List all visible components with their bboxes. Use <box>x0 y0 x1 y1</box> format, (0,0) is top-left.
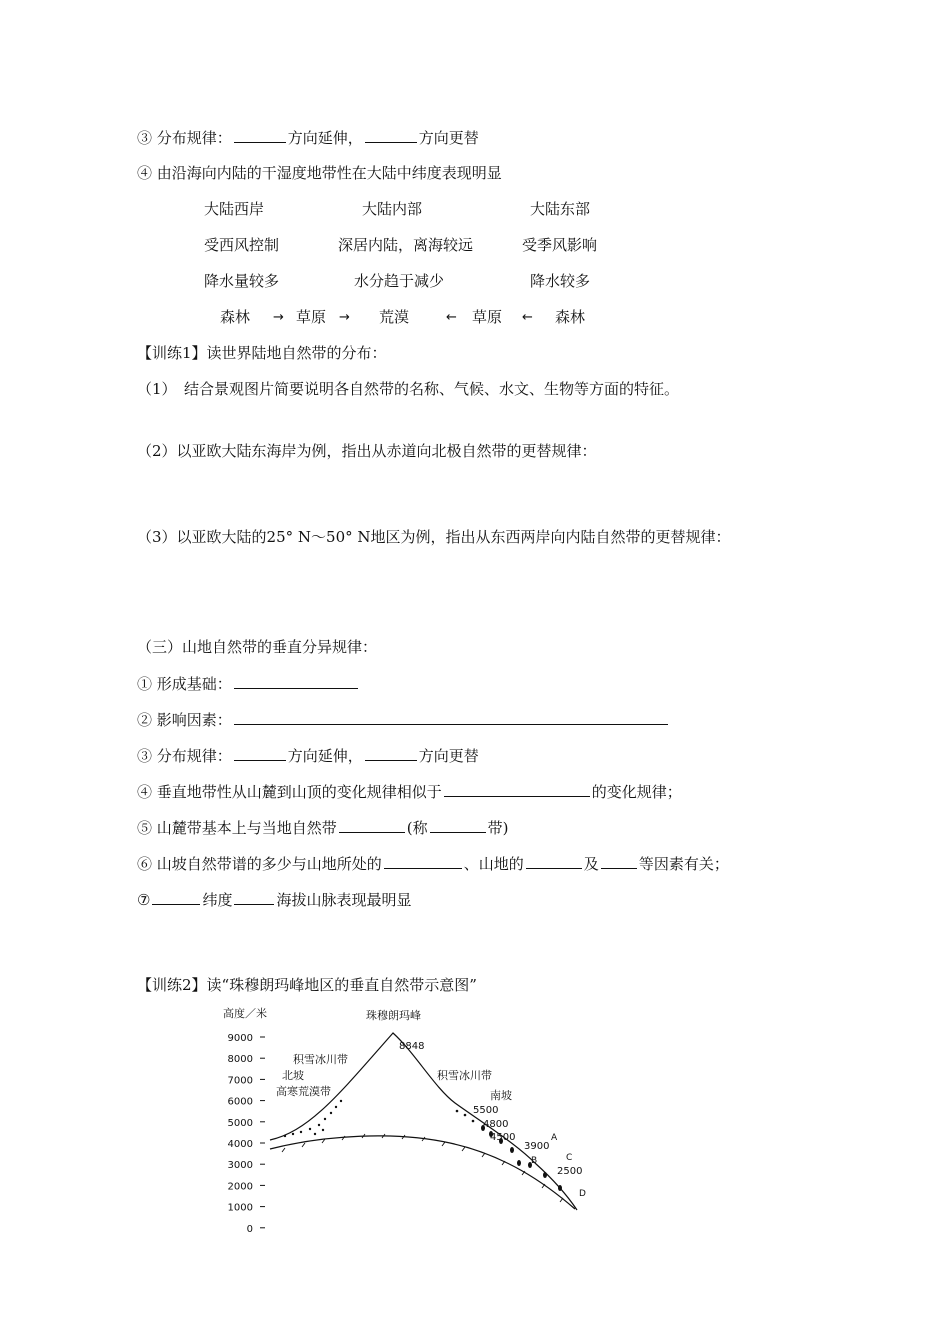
training-1-title: 【训练1】读世界陆地自然带的分布： <box>137 344 387 362</box>
height-2500: 2500 <box>557 1166 583 1177</box>
zone-grassland-east: 草原 <box>472 308 503 326</box>
part-3-item-3: ③ 分布规律： 方向延伸， 方向更替 <box>137 747 479 765</box>
y-tick-label: 1000 <box>227 1202 253 1214</box>
blank[interactable] <box>601 853 637 869</box>
west-precip: 降水量较多 <box>204 272 280 290</box>
mountain-base-hatch <box>282 1134 563 1202</box>
zone-desert: 荒漠 <box>379 308 410 326</box>
part-3-item-5: ⑤ 山麓带基本上与当地自然带 (称 带) <box>137 819 509 837</box>
part-3-item-7: ⑦ 纬度 海拔山脉表现最明显 <box>137 891 412 909</box>
blank[interactable] <box>234 127 286 143</box>
zone-letter-b: B <box>531 1156 538 1166</box>
arrow-right-icon: → <box>339 310 350 325</box>
y-tick-label: 4000 <box>227 1139 253 1150</box>
training-1-q3: （3）以亚欧大陆的25° N～50° N地区为例，指出从东西两岸向内陆自然带的更替规律： <box>137 528 731 546</box>
part-3-item-4: ④ 垂直地带性从山麓到山顶的变化规律相似于 的变化规律； <box>137 783 682 801</box>
blank[interactable] <box>234 673 358 689</box>
interior-precip: 水分趋于减少 <box>354 272 445 290</box>
blank[interactable] <box>234 745 286 761</box>
training-2-title: 【训练2】读“珠穆朗玛峰地区的垂直自然带示意图” <box>137 976 477 994</box>
y-tick-label: 8000 <box>227 1054 253 1066</box>
west-cause: 受西风控制 <box>204 236 280 254</box>
y-axis-ticks <box>228 1033 265 1235</box>
training-1-q1: （1） 结合景观图片简要说明各自然带的名称、气候、水文、生物等方面的特征。 <box>137 380 680 398</box>
part-3-title: （三）山地自然带的垂直分异规律： <box>137 638 378 656</box>
zone-forest-west: 森林 <box>220 308 251 326</box>
height-4500: 4500 <box>490 1132 516 1143</box>
continent-interior: 大陆内部 <box>362 200 423 218</box>
blank[interactable] <box>384 853 462 869</box>
blank[interactable] <box>339 817 405 833</box>
y-tick-label: 2000 <box>227 1181 253 1193</box>
training-1-q2: （2）以亚欧大陆东海岸为例，指出从赤道向北极自然带的更替规律： <box>137 442 597 460</box>
zone-grassland-west: 草原 <box>296 308 327 326</box>
distribution-rule-line-1: ③ 分布规律： 方向延伸， 方向更替 <box>137 129 479 147</box>
blank[interactable] <box>365 127 417 143</box>
y-tick-label: 9000 <box>227 1033 253 1044</box>
item-4-humidity: ④ 由沿海向内陆的干湿度地带性在大陆中纬度表现明显 <box>137 164 502 182</box>
everest-vertical-zone-diagram <box>215 1003 595 1243</box>
height-3900: 3900 <box>524 1141 550 1152</box>
zone-letter-c: C <box>566 1153 573 1163</box>
y-axis-label: 高度／米 <box>223 1007 267 1020</box>
zone-letter-d: D <box>579 1189 586 1199</box>
blank[interactable] <box>365 745 417 761</box>
peak-label: 珠穆朗玛峰 <box>366 1009 421 1022</box>
north-desert-zone: 高寒荒漠带 <box>276 1085 331 1098</box>
peak-height: 8848 <box>399 1041 425 1052</box>
north-slope-label: 北坡 <box>282 1069 304 1082</box>
y-tick-label: 6000 <box>227 1096 253 1108</box>
east-cause: 受季风影响 <box>522 236 598 254</box>
blank[interactable] <box>234 889 274 905</box>
height-5500: 5500 <box>473 1105 499 1116</box>
continent-east: 大陆东部 <box>530 200 591 218</box>
part-3-item-2: ② 影响因素： <box>137 709 670 730</box>
y-tick-label: 3000 <box>227 1160 253 1172</box>
part-3-item-1: ① 形成基础： <box>137 673 360 694</box>
interior-cause: 深居内陆，离海较远 <box>338 236 474 254</box>
east-precip: 降水较多 <box>530 272 591 290</box>
y-tick-label: 7000 <box>227 1075 253 1087</box>
arrow-left-icon: ← <box>446 310 457 325</box>
north-snow-zone: 积雪冰川带 <box>293 1053 348 1066</box>
y-tick-label: 0 <box>246 1223 253 1235</box>
south-slope-label: 南坡 <box>490 1089 512 1102</box>
arrow-right-icon: → <box>273 310 284 325</box>
height-4800: 4800 <box>483 1119 509 1130</box>
arrow-left-icon: ← <box>522 310 533 325</box>
zone-forest-east: 森林 <box>555 308 586 326</box>
continent-west: 大陆西岸 <box>204 200 265 218</box>
blank[interactable] <box>526 853 582 869</box>
south-snow-zone: 积雪冰川带 <box>437 1069 492 1082</box>
blank[interactable] <box>444 781 590 797</box>
blank[interactable] <box>152 889 200 905</box>
zone-letter-a: A <box>551 1133 558 1143</box>
y-tick-label: 5000 <box>227 1117 253 1129</box>
blank[interactable] <box>234 709 668 725</box>
blank[interactable] <box>430 817 486 833</box>
part-3-item-6: ⑥ 山坡自然带谱的多少与山地所处的 、山地的 及 等因素有关； <box>137 855 729 873</box>
